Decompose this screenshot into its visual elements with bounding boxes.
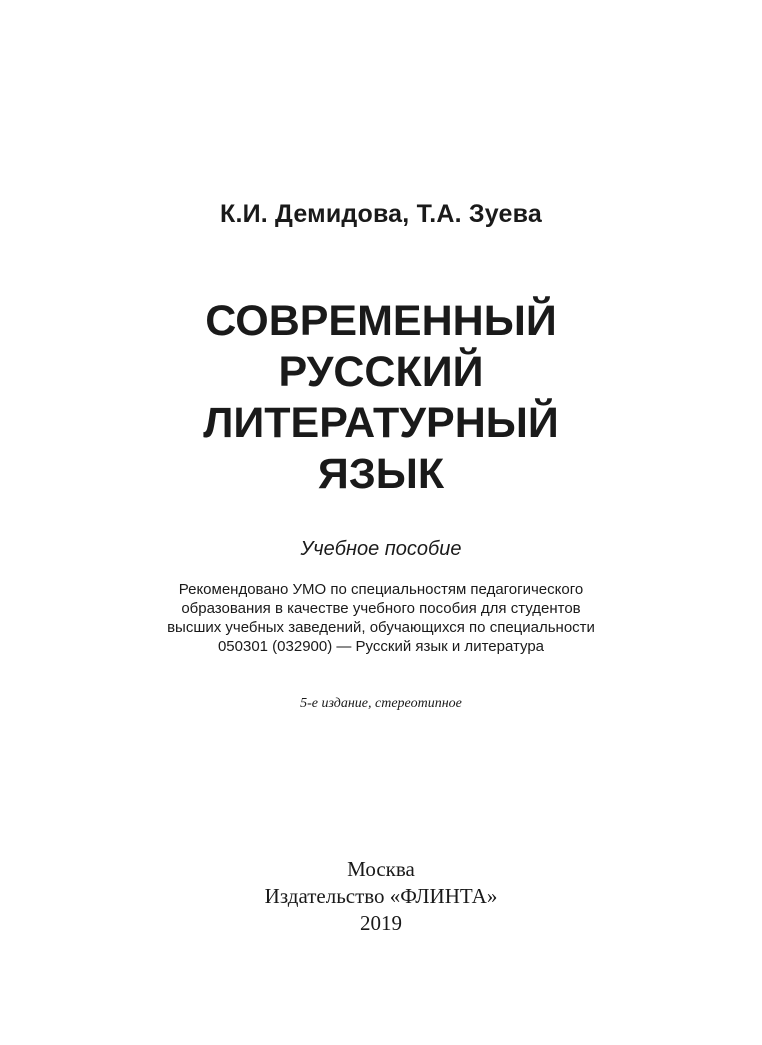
recommendation-line: Рекомендовано УМО по специальностям педагогического xyxy=(178,581,584,598)
imprint-city: Москва xyxy=(347,857,415,881)
recommendation-line: высших учебных заведений, обучающихся по специальности xyxy=(167,619,595,636)
edition-note: 5-е издание, стереотипное xyxy=(300,696,462,711)
recommendation-line: 050301 (032900) — Русский язык и литература xyxy=(217,638,545,655)
imprint-year: 2019 xyxy=(360,911,402,935)
book-title-line: РУССКИЙ xyxy=(278,348,484,396)
book-title-line: ЯЗЫК xyxy=(317,450,445,498)
book-title xyxy=(0,296,762,500)
recommendation-note xyxy=(0,580,762,656)
imprint-publisher: Издательство «ФЛИНТА» xyxy=(264,884,498,908)
book-subtitle: Учебное пособие xyxy=(300,538,462,560)
book-title-line: ЛИТЕРАТУРНЫЙ xyxy=(203,399,559,447)
recommendation-line: образования в качестве учебного пособия для студентов xyxy=(181,600,581,617)
imprint xyxy=(0,856,762,937)
book-authors: К.И. Демидова, Т.А. Зуева xyxy=(219,200,543,228)
book-title-line: СОВРЕМЕННЫЙ xyxy=(205,297,557,345)
